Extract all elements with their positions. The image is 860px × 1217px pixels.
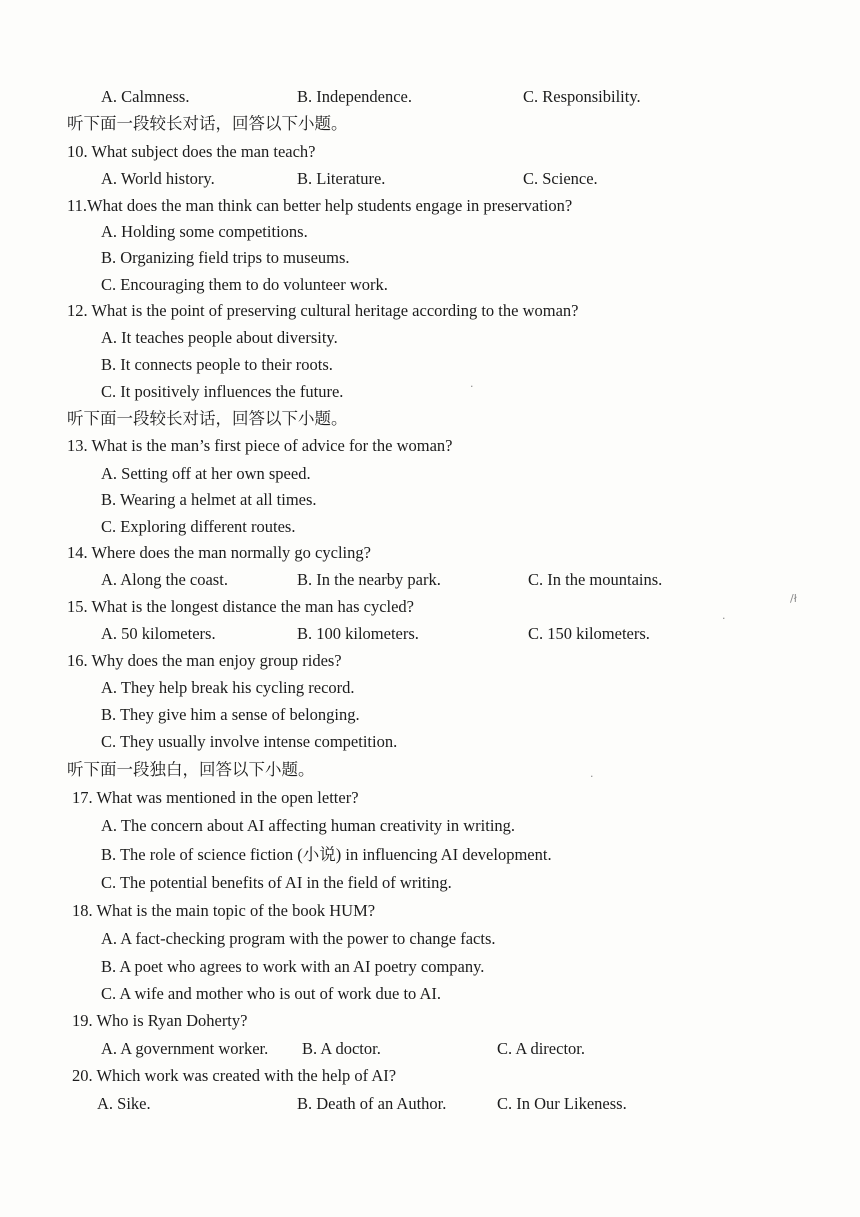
q14-option-c: C. In the mountains. — [528, 570, 663, 589]
q10-option-c: C. Science. — [523, 169, 598, 188]
q15-option-b: B. 100 kilometers. — [297, 624, 419, 643]
q20-option-a: A. Sike. — [97, 1094, 151, 1113]
q12-stem: 12. What is the point of preserving cultural heritage according to the woman? — [67, 301, 579, 320]
q20-option-c: C. In Our Likeness. — [497, 1094, 627, 1113]
q19-stem: 19. Who is Ryan Doherty? — [72, 1011, 248, 1030]
q14-stem: 14. Where does the man normally go cycling? — [67, 543, 371, 562]
q16-option-b: B. They give him a sense of belonging. — [101, 705, 360, 724]
q12-option-c: C. It positively influences the future. — [101, 382, 344, 401]
q10-option-b: B. Literature. — [297, 169, 386, 188]
q18-stem: 18. What is the main topic of the book HUM? — [72, 901, 376, 920]
scan-mark: · — [722, 612, 726, 625]
instruction-dialogue-1: 听下面一段较长对话，回答以下小题。 — [67, 114, 348, 133]
q13-option-a: A. Setting off at her own speed. — [101, 464, 311, 483]
instruction-monologue: 听下面一段独白，回答以下小题。 — [67, 760, 315, 779]
q13-stem: 13. What is the man’s first piece of advice for the woman? — [67, 436, 453, 455]
q19-option-c: C. A director. — [497, 1039, 585, 1058]
q11-option-b: B. Organizing field trips to museums. — [101, 248, 350, 267]
q18-option-a: A. A fact-checking program with the power to change facts. — [101, 929, 496, 948]
q20-stem: 20. Which work was created with the help of AI? — [72, 1066, 397, 1085]
q17-option-b: B. The role of science fiction (小说) in influencing AI development. — [101, 845, 552, 864]
q9-option-b: B. Independence. — [297, 87, 412, 106]
scan-mark: /ł — [790, 592, 797, 605]
q15-stem: 15. What is the longest distance the man has cycled? — [67, 597, 415, 616]
q11-option-a: A. Holding some competitions. — [101, 222, 308, 241]
q13-option-c: C. Exploring different routes. — [101, 517, 296, 536]
q18-option-b: B. A poet who agrees to work with an AI poetry company. — [101, 957, 485, 976]
scan-mark: · — [590, 770, 594, 783]
q12-option-b: B. It connects people to their roots. — [101, 355, 333, 374]
q14-option-a: A. Along the coast. — [101, 570, 228, 589]
q18-option-c: C. A wife and mother who is out of work due to AI. — [101, 984, 442, 1003]
q15-option-c: C. 150 kilometers. — [528, 624, 650, 643]
scan-mark: · — [470, 380, 474, 393]
q16-stem: 16. Why does the man enjoy group rides? — [67, 651, 342, 670]
q14-option-b: B. In the nearby park. — [297, 570, 441, 589]
q10-stem: 10. What subject does the man teach? — [67, 142, 316, 161]
q15-option-a: A. 50 kilometers. — [101, 624, 216, 643]
q17-option-c: C. The potential benefits of AI in the field of writing. — [101, 873, 452, 892]
q9-option-c: C. Responsibility. — [523, 87, 641, 106]
q11-option-c: C. Encouraging them to do volunteer work. — [101, 275, 388, 294]
q16-option-c: C. They usually involve intense competition. — [101, 732, 398, 751]
q16-option-a: A. They help break his cycling record. — [101, 678, 355, 697]
q9-option-a: A. Calmness. — [101, 87, 190, 106]
q10-option-a: A. World history. — [101, 169, 215, 188]
q11-stem: 11.What does the man think can better help students engage in preservation? — [67, 196, 573, 215]
q17-option-a: A. The concern about AI affecting human creativity in writing. — [101, 816, 516, 835]
instruction-dialogue-2: 听下面一段较长对话，回答以下小题。 — [67, 409, 348, 428]
q19-option-b: B. A doctor. — [302, 1039, 381, 1058]
q20-option-b: B. Death of an Author. — [297, 1094, 447, 1113]
q12-option-a: A. It teaches people about diversity. — [101, 328, 338, 347]
q19-option-a: A. A government worker. — [101, 1039, 269, 1058]
q17-stem: 17. What was mentioned in the open letter? — [72, 788, 359, 807]
q13-option-b: B. Wearing a helmet at all times. — [101, 490, 317, 509]
